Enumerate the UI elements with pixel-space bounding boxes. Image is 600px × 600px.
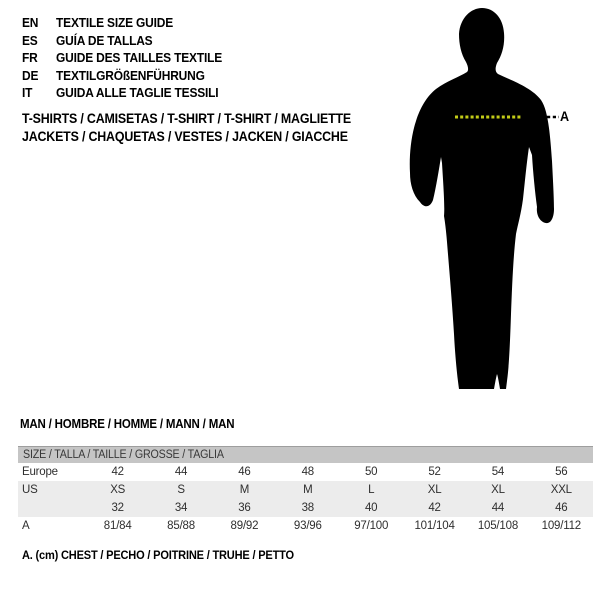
lang-label: GUÍA DE TALLAS [56,32,153,48]
table-cell: XXL [550,484,572,496]
category-tshirts: T-SHIRTS / CAMISETAS / T-SHIRT / T-SHIRT / MAGLIETTE [22,111,352,126]
lang-row-de [22,67,222,85]
row-label: Europe [22,466,58,478]
table-cell: 42 [111,466,124,478]
language-legend [22,14,222,102]
table-cell: 44 [174,466,188,478]
measurement-footnote: A. (cm) CHEST / PECHO / POITRINE / TRUHE / PETTO [22,548,294,562]
table-cell: 32 [111,502,124,514]
table-cell: 38 [301,502,315,514]
lang-row-es [22,32,222,50]
table-cell: 42 [428,502,441,514]
lang-code: FR [22,50,38,66]
section-title-man: MAN / HOMBRE / HOMME / MANN / MAN [20,417,235,431]
table-cell: 40 [364,502,378,514]
table-cell: L [368,484,375,496]
size-table [18,446,593,535]
lang-code: IT [22,85,33,101]
table-cell: M [239,484,250,496]
lang-label: TEXTILE SIZE GUIDE [56,15,174,30]
table-cell: 97/100 [354,520,389,532]
row-label: US [22,484,38,496]
row-label [18,499,86,517]
table-cell: 44 [491,502,505,514]
measure-label-a: A [560,108,569,124]
table-header [18,446,593,463]
table-cell: 89/92 [230,520,259,532]
table-row-chest-a [18,517,593,535]
table-cell: 81/84 [103,520,132,532]
garment-categories [22,110,351,146]
lang-label: TEXTILGRÖßENFÜHRUNG [56,67,205,83]
table-cell: 54 [491,466,505,478]
table-cell: 36 [238,502,251,514]
lang-label: GUIDA ALLE TAGLIE TESSILI [56,85,219,101]
table-cell: 85/88 [167,520,195,532]
row-label: A [22,520,30,532]
table-row-europe [18,463,593,481]
lang-code: EN [22,15,39,30]
table-cell: S [177,484,185,496]
lang-row-it [22,84,222,102]
table-cell: 56 [555,466,568,478]
man-silhouette [405,8,580,393]
table-cell: 93/96 [293,520,322,532]
table-cell: 46 [555,502,568,514]
table-cell: 105/108 [477,520,519,532]
table-header-label: SIZE / TALLA / TAILLE / GRÖSSE / TAGLIA [23,449,224,461]
table-cell: 101/104 [414,520,455,532]
table-cell: XL [491,484,505,496]
man-silhouette-shape [410,8,554,389]
table-row-us [18,481,593,499]
category-jackets: JACKETS / CHAQUETAS / VESTES / JACKEN / GIACCHE [22,129,348,145]
table-cell: 34 [174,502,188,514]
table-cell: 50 [364,466,378,478]
table-cell: 46 [238,466,251,478]
lang-row-en [22,14,222,32]
table-cell: XS [110,484,126,496]
lang-row-fr [22,49,222,67]
table-row-us-numeric [18,499,593,517]
table-cell: 52 [428,466,441,478]
table-cell: 109/112 [541,520,581,532]
table-cell: M [303,484,313,496]
table-cell: XL [427,484,442,496]
table-cell: 48 [301,466,315,478]
lang-label: GUIDE DES TAILLES TEXTILE [56,50,222,66]
lang-code: DE [22,67,39,83]
measurement-figure [405,8,580,393]
lang-code: ES [22,32,38,48]
